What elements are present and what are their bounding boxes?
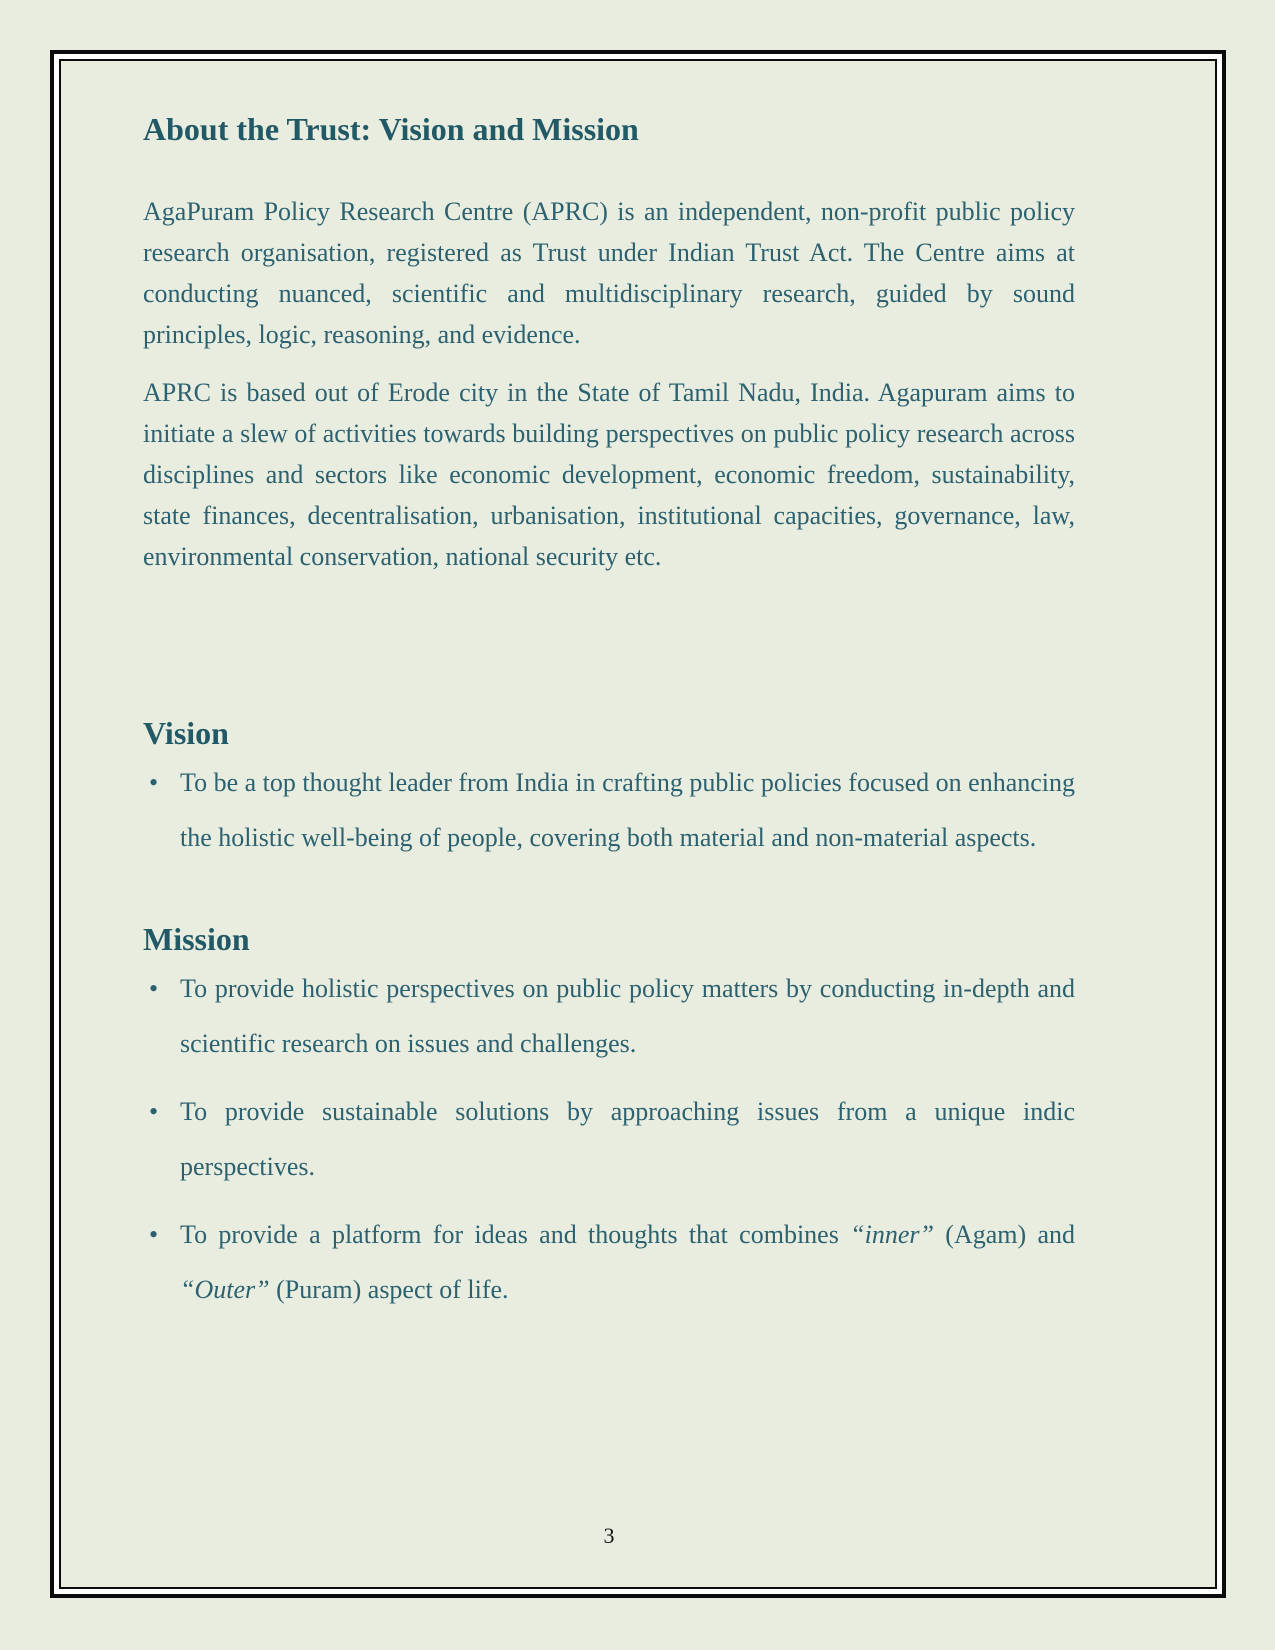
mission-bullet-list bbox=[143, 961, 1075, 1317]
bullet-text-segment: (Puram) aspect of life. bbox=[269, 1275, 509, 1304]
list-item bbox=[149, 1207, 1075, 1317]
list-item bbox=[149, 961, 1075, 1071]
italic-term-inner: “inner” bbox=[850, 1220, 934, 1249]
list-item bbox=[149, 1084, 1075, 1194]
bullet-text-segment: To provide a platform for ideas and thoughts that combines bbox=[180, 1220, 851, 1249]
vision-heading: Vision bbox=[143, 715, 229, 751]
bullet-icon: • bbox=[149, 1220, 159, 1249]
page-border-outer bbox=[50, 50, 1226, 1598]
vision-bullet-text: To be a top thought leader from India in crafting public policies focused on enhancing the holistic well-being of people, covering both material and non-material aspects. bbox=[180, 768, 1075, 852]
page-title: About the Trust: Vision and Mission bbox=[143, 111, 639, 147]
mission-bullet-text-3 bbox=[180, 1207, 1075, 1317]
vision-bullet-list bbox=[143, 755, 1075, 865]
bullet-icon: • bbox=[149, 1097, 159, 1126]
intro-paragraph-1: AgaPuram Policy Research Centre (APRC) is an independent, non-profit public policy research organisation, registered as Trust under Indian Trust Act. The Centre aims at conducting nuanced, scientific and multidisciplinary research, guided by sound principles, logic, reasoning, and evidence. bbox=[143, 197, 1075, 349]
list-item bbox=[149, 755, 1075, 865]
page-number: 3 bbox=[603, 1523, 615, 1548]
mission-bullet-text-2: To provide sustainable solutions by approaching issues from a unique indic perspectives. bbox=[180, 1097, 1075, 1181]
mission-heading: Mission bbox=[143, 921, 250, 957]
intro-paragraph-2: APRC is based out of Erode city in the State of Tamil Nadu, India. Agapuram aims to initiate a slew of activities towards building perspectives on public policy research across disciplines and sectors like economic development, economic freedom, sustainability, state finances, decentralisation, urbanisation, institutional capacities, governance, law, environmental conservation, national security etc. bbox=[143, 378, 1075, 571]
bullet-text-segment: (Agam) and bbox=[933, 1220, 1075, 1249]
page-border-inner bbox=[59, 59, 1217, 1589]
italic-term-outer: “Outer” bbox=[180, 1275, 270, 1304]
bullet-icon: • bbox=[149, 974, 159, 1003]
bullet-icon: • bbox=[149, 768, 159, 797]
mission-bullet-text-1: To provide holistic perspectives on public policy matters by conducting in-depth and scientific research on issues and challenges. bbox=[180, 974, 1075, 1058]
